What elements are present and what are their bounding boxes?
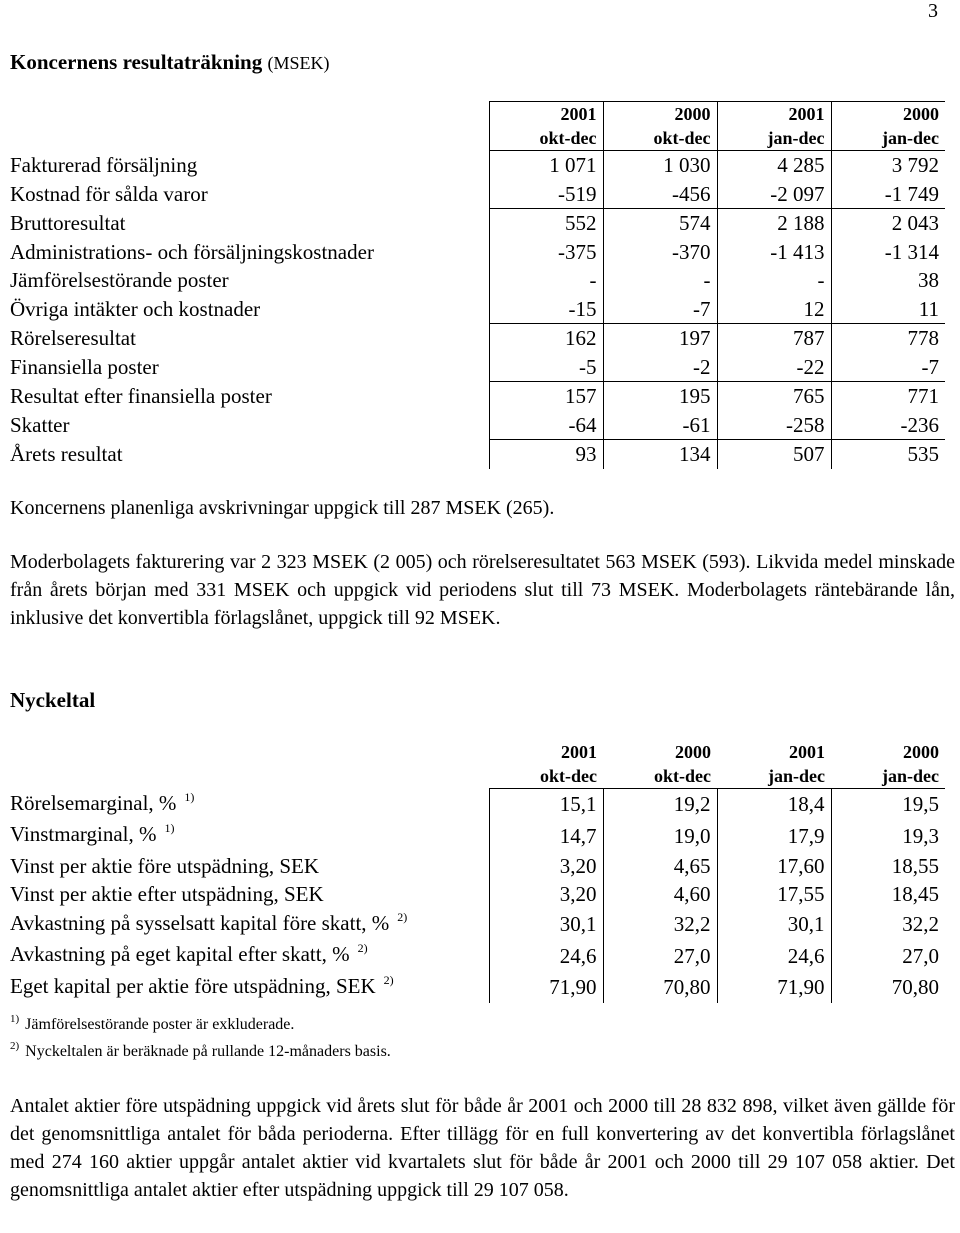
income-value-cell: -22 — [717, 353, 831, 382]
footnote-ref: 2) — [383, 972, 394, 987]
income-title-text: Koncernens resultaträkning — [10, 50, 263, 74]
ratios-table-body — [10, 740, 945, 1003]
column-year: 2000 — [903, 742, 939, 762]
ratio-value-cell: 30,1 — [489, 909, 603, 941]
income-value-cell: -370 — [603, 238, 717, 267]
column-year: 2000 — [674, 104, 711, 124]
income-value-cell: -1 413 — [717, 238, 831, 267]
ratio-value-cell: 27,0 — [831, 940, 945, 972]
key-ratios-table — [10, 740, 945, 1003]
income-value-cell: 552 — [489, 209, 603, 238]
income-value-cell: 778 — [831, 324, 945, 353]
income-value-cell: -1 314 — [831, 238, 945, 267]
income-row — [10, 180, 945, 209]
ratio-value-cell: 19,5 — [831, 789, 945, 821]
income-unit: (MSEK) — [267, 53, 330, 73]
income-value-cell: 93 — [489, 440, 603, 469]
ratio-header-row — [10, 740, 945, 789]
parent-company-paragraph: Moderbolagets fakturering var 2 323 MSEK (2 005) och rörelseresultatet 563 MSEK (593). Likvida medel minskade från årets början med 331 MSEK och uppgick vid periodens slut till 73 MSEK. Moderbolagets räntebärande lån, inklusive det konvertibla förlagslånet, uppgick till 92 MSEK. — [10, 551, 955, 629]
page-number: 3 — [928, 0, 938, 22]
ratio-value-cell: 30,1 — [717, 909, 831, 941]
income-value-cell: 574 — [603, 209, 717, 238]
ratio-value-cell: 32,2 — [831, 909, 945, 941]
ratio-value-cell: 19,2 — [603, 789, 717, 821]
income-value-cell: 12 — [717, 295, 831, 324]
row-label-text: Vinstmarginal, % — [10, 822, 157, 846]
income-value-cell: 38 — [831, 266, 945, 295]
ratio-value-cell: 17,60 — [717, 852, 831, 881]
income-column-header — [717, 102, 831, 151]
column-period: jan-dec — [882, 766, 939, 786]
ratio-row — [10, 909, 945, 941]
footnote-2-text: Nyckeltalen är beräknade på rullande 12-månaders basis. — [25, 1043, 391, 1060]
income-row-label — [10, 180, 489, 209]
income-statement-title — [10, 50, 329, 75]
row-label-text: Avkastning på sysselsatt kapital före skatt, % — [10, 910, 390, 935]
row-label-text: Finansiella poster — [10, 354, 159, 379]
column-year: 2001 — [789, 742, 825, 762]
ratio-row-label — [10, 820, 489, 852]
income-value-cell: 2 188 — [717, 209, 831, 238]
shares-paragraph: Antalet aktier före utspädning uppgick vid årets slut för både år 2001 och 2000 till 28 832 898, vilket även gällde för det genomsnittliga antalet för båda perioderna. Efter tillägg för en full konvertering av det konvertibla förlagslånet med 274 160 aktier uppgår antalet aktier vid kvartalets slut för både år 2001 och 2000 till 29 107 058 aktier. Det genomsnittliga antalet aktier efter utspädning uppgick till 29 107 058. — [10, 1095, 955, 1201]
row-label-text: Rörelsemarginal, % — [10, 790, 177, 815]
footnotes — [10, 1012, 391, 1066]
ratio-column-header — [717, 740, 831, 789]
income-row-label — [10, 266, 489, 295]
row-label-text: Administrations- och försäljningskostnader — [10, 239, 374, 264]
income-row — [10, 324, 945, 353]
ratio-value-cell: 18,45 — [831, 880, 945, 909]
footnote-ref: 1) — [164, 821, 175, 835]
row-label-text: Årets resultat — [10, 441, 123, 466]
ratio-value-cell: 70,80 — [831, 972, 945, 1004]
ratio-value-cell: 19,3 — [831, 820, 945, 852]
income-row — [10, 151, 945, 180]
column-year: 2001 — [788, 104, 825, 124]
income-value-cell: 1 071 — [489, 151, 603, 180]
footnote-ref: 2) — [357, 941, 368, 955]
income-header-blank — [10, 102, 489, 151]
ratio-row — [10, 789, 945, 821]
column-year: 2000 — [675, 742, 711, 762]
ratio-value-cell: 27,0 — [603, 940, 717, 972]
row-label-text: Bruttoresultat — [10, 210, 126, 235]
ratio-value-cell: 15,1 — [489, 789, 603, 821]
income-value-cell: 162 — [489, 324, 603, 353]
ratio-row — [10, 940, 945, 972]
ratio-value-cell: 71,90 — [489, 972, 603, 1004]
income-row-label — [10, 353, 489, 382]
income-value-cell: 1 030 — [603, 151, 717, 180]
income-value-cell: 134 — [603, 440, 717, 469]
income-value-cell: -15 — [489, 295, 603, 324]
income-row — [10, 238, 945, 267]
income-value-cell: -7 — [603, 295, 717, 324]
ratio-value-cell: 18,4 — [717, 789, 831, 821]
ratio-value-cell: 24,6 — [717, 940, 831, 972]
income-row — [10, 295, 945, 324]
income-value-cell: 157 — [489, 382, 603, 411]
row-label-text: Övriga intäkter och kostnader — [10, 296, 261, 321]
income-value-cell: 197 — [603, 324, 717, 353]
income-row — [10, 411, 945, 440]
ratio-column-header — [831, 740, 945, 789]
ratio-value-cell: 14,7 — [489, 820, 603, 852]
income-value-cell: 507 — [717, 440, 831, 469]
income-value-cell: 2 043 — [831, 209, 945, 238]
column-period: okt-dec — [540, 766, 597, 786]
footnote-1-mark: 1) — [10, 1013, 20, 1025]
income-value-cell: -375 — [489, 238, 603, 267]
income-value-cell: 765 — [717, 382, 831, 411]
ratio-row-label — [10, 852, 489, 881]
income-table-body — [10, 102, 945, 469]
income-column-header — [831, 102, 945, 151]
ratio-row — [10, 820, 945, 852]
row-label-text: Resultat efter finansiella poster — [10, 383, 272, 408]
ratio-value-cell: 17,55 — [717, 880, 831, 909]
ratio-value-cell: 32,2 — [603, 909, 717, 941]
ratio-row-label — [10, 909, 489, 941]
ratio-value-cell: 71,90 — [717, 972, 831, 1004]
income-value-cell: -7 — [831, 353, 945, 382]
ratio-value-cell: 4,60 — [603, 880, 717, 909]
income-value-cell: -5 — [489, 353, 603, 382]
ratio-column-header — [489, 740, 603, 789]
income-value-cell: - — [489, 266, 603, 295]
column-period: jan-dec — [882, 128, 939, 148]
ratio-value-cell: 19,0 — [603, 820, 717, 852]
column-period: okt-dec — [654, 766, 711, 786]
income-value-cell: 535 — [831, 440, 945, 469]
ratio-row-label — [10, 940, 489, 972]
column-year: 2000 — [903, 104, 939, 124]
depreciation-paragraph: Koncernens planenliga avskrivningar uppgick till 287 MSEK (265). — [10, 497, 555, 519]
footnote-2 — [10, 1039, 391, 1066]
row-label-text: Eget kapital per aktie före utspädning, SEK — [10, 973, 376, 998]
column-period: okt-dec — [653, 128, 711, 148]
income-row-label — [10, 295, 489, 324]
ratio-row — [10, 880, 945, 909]
income-row — [10, 266, 945, 295]
income-row — [10, 440, 945, 469]
ratio-column-header — [603, 740, 717, 789]
column-period: jan-dec — [768, 766, 825, 786]
income-value-cell: -456 — [603, 180, 717, 209]
footnote-ref: 1) — [184, 789, 195, 804]
income-value-cell: -236 — [831, 411, 945, 440]
row-label-text: Jämförelsestörande poster — [10, 268, 229, 292]
income-row-label — [10, 209, 489, 238]
income-value-cell: -519 — [489, 180, 603, 209]
income-value-cell: - — [603, 266, 717, 295]
income-value-cell: 787 — [717, 324, 831, 353]
column-year: 2001 — [560, 104, 597, 124]
income-value-cell: -2 097 — [717, 180, 831, 209]
income-header-row — [10, 102, 945, 151]
column-period: jan-dec — [767, 128, 825, 148]
column-year: 2001 — [561, 742, 597, 762]
income-row — [10, 353, 945, 382]
ratio-row-label — [10, 789, 489, 821]
footnote-ref: 2) — [397, 909, 408, 924]
ratio-row — [10, 972, 945, 1004]
income-value-cell: -61 — [603, 411, 717, 440]
ratio-row-label — [10, 880, 489, 909]
income-column-header — [489, 102, 603, 151]
key-ratios-title: Nyckeltal — [10, 688, 96, 712]
income-column-header — [603, 102, 717, 151]
ratio-value-cell: 3,20 — [489, 852, 603, 881]
income-row — [10, 382, 945, 411]
footnote-1 — [10, 1012, 391, 1039]
footnote-2-mark: 2) — [10, 1040, 20, 1052]
income-statement-table — [10, 101, 945, 469]
footnote-1-text: Jämförelsestörande poster är exkluderade. — [25, 1016, 295, 1033]
income-value-cell: -1 749 — [831, 180, 945, 209]
row-label-text: Vinst per aktie före utspädning, SEK — [10, 853, 320, 878]
row-label-text: Kostnad för sålda varor — [10, 181, 208, 206]
income-row-label — [10, 411, 489, 440]
ratio-header-blank — [10, 740, 489, 789]
income-row-label — [10, 238, 489, 267]
row-label-text: Vinst per aktie efter utspädning, SEK — [10, 882, 324, 906]
income-value-cell: 4 285 — [717, 151, 831, 180]
income-value-cell: -64 — [489, 411, 603, 440]
income-value-cell: - — [717, 266, 831, 295]
ratio-row-label — [10, 972, 489, 1004]
income-value-cell: 195 — [603, 382, 717, 411]
income-row-label — [10, 382, 489, 411]
ratio-value-cell: 3,20 — [489, 880, 603, 909]
ratio-value-cell: 17,9 — [717, 820, 831, 852]
row-label-text: Rörelseresultat — [10, 325, 136, 350]
income-row-label — [10, 151, 489, 180]
row-label-text: Fakturerad försäljning — [10, 152, 198, 177]
row-label-text: Avkastning på eget kapital efter skatt, % — [10, 942, 350, 966]
income-value-cell: 771 — [831, 382, 945, 411]
income-value-cell: -2 — [603, 353, 717, 382]
income-row-label — [10, 440, 489, 469]
income-row — [10, 209, 945, 238]
income-value-cell: 3 792 — [831, 151, 945, 180]
income-value-cell: 11 — [831, 295, 945, 324]
income-value-cell: -258 — [717, 411, 831, 440]
row-label-text: Skatter — [10, 412, 70, 437]
column-period: okt-dec — [539, 128, 597, 148]
ratio-value-cell: 70,80 — [603, 972, 717, 1004]
ratio-value-cell: 18,55 — [831, 852, 945, 881]
ratio-row — [10, 852, 945, 881]
ratio-value-cell: 4,65 — [603, 852, 717, 881]
income-row-label — [10, 324, 489, 353]
ratio-value-cell: 24,6 — [489, 940, 603, 972]
